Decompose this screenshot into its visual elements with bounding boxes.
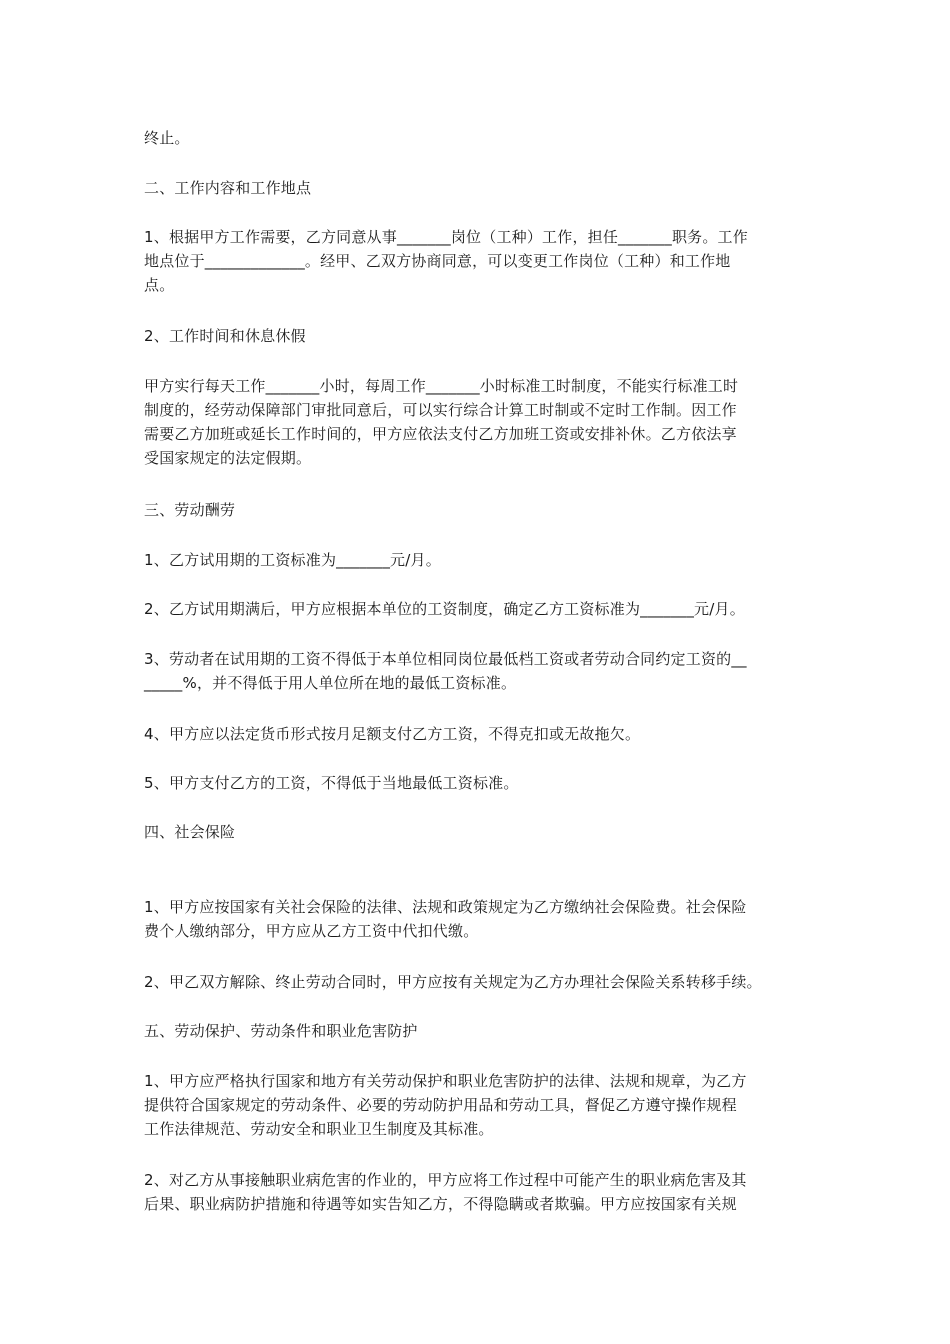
paragraph-job-position [144, 225, 824, 297]
text-line: 费个人缴纳部分，甲方应从乙方工资中代扣代缴。 [144, 922, 479, 940]
text-line: 四、社会保险 [144, 823, 236, 841]
section-heading-2 [144, 176, 824, 200]
paragraph-monthly-payment [144, 722, 824, 746]
text-line: 五、劳动保护、劳动条件和职业危害防护 [144, 1022, 418, 1040]
text-line: 点。 [144, 276, 175, 294]
paragraph-work-hours [144, 374, 824, 470]
text-line: 1、乙方试用期的工资标准为_______元/月。 [144, 551, 441, 569]
text-line: 三、劳动酬劳 [144, 501, 236, 519]
paragraph-minimum-wage [144, 771, 824, 795]
text-line: 3、劳动者在试用期的工资不得低于本单位相同岗位最低档工资或者劳动合同约定工资的__ [144, 650, 747, 668]
text-line: 后果、职业病防护措施和待遇等如实告知乙方，不得隐瞒或者欺骗。甲方应按国家有关规 [144, 1195, 737, 1213]
text-line: 4、甲方应以法定货币形式按月足额支付乙方工资，不得克扣或无故拖欠。 [144, 725, 641, 743]
text-line: 1、甲方应按国家有关社会保险的法律、法规和政策规定为乙方缴纳社会保险费。社会保险 [144, 898, 747, 916]
text-line: 需要乙方加班或延长工作时间的，甲方应依法支付乙方加班工资或安排补休。乙方依法享 [144, 425, 737, 443]
text-line: 2、对乙方从事接触职业病危害的作业的，甲方应将工作过程中可能产生的职业病危害及其 [144, 1171, 747, 1189]
text-line: 受国家规定的法定假期。 [144, 449, 312, 467]
paragraph-minimum-probation-wage [144, 647, 824, 695]
text-line: 地点位于_____________。经甲、乙双方协商同意，可以变更工作岗位（工种）和工作地 [144, 252, 731, 270]
text-line: 提供符合国家规定的劳动条件、必要的劳动防护用品和劳动工具，督促乙方遵守操作规程 [144, 1096, 737, 1114]
section-heading-4 [144, 820, 824, 844]
paragraph-labor-protection [144, 1069, 824, 1141]
text-line: _____%，并不得低于用人单位所在地的最低工资标准。 [144, 674, 517, 692]
text-line: 2、工作时间和休息休假 [144, 327, 306, 345]
text-line: 2、乙方试用期满后，甲方应根据本单位的工资制度，确定乙方工资标准为_______元/月。 [144, 600, 745, 618]
subheading-work-hours [144, 324, 824, 348]
text-line: 5、甲方支付乙方的工资，不得低于当地最低工资标准。 [144, 774, 519, 792]
paragraph-termination [144, 126, 824, 150]
text-line: 1、根据甲方工作需要，乙方同意从事_______岗位（工种）工作，担任_______职务。工作 [144, 228, 748, 246]
text-line: 二、工作内容和工作地点 [144, 179, 312, 197]
section-heading-3 [144, 498, 824, 522]
paragraph-social-insurance [144, 895, 824, 943]
text-line: 工作法律规范、劳动安全和职业卫生制度及其标准。 [144, 1120, 494, 1138]
paragraph-occupational-hazard [144, 1168, 824, 1216]
text-line: 1、甲方应严格执行国家和地方有关劳动保护和职业危害防护的法律、法规和规章，为乙方 [144, 1072, 747, 1090]
text-line: 终止。 [144, 129, 190, 147]
text-line: 甲方实行每天工作_______小时，每周工作_______小时标准工时制度，不能实行标准工时 [144, 377, 739, 395]
paragraph-post-probation-wage [144, 597, 824, 621]
paragraph-insurance-transfer [144, 970, 824, 994]
text-line: 制度的，经劳动保障部门审批同意后，可以实行综合计算工时制或不定时工作制。因工作 [144, 401, 737, 419]
text-line: 2、甲乙双方解除、终止劳动合同时，甲方应按有关规定为乙方办理社会保险关系转移手续。 [144, 973, 762, 991]
paragraph-probation-wage [144, 548, 824, 572]
section-heading-5 [144, 1019, 824, 1043]
